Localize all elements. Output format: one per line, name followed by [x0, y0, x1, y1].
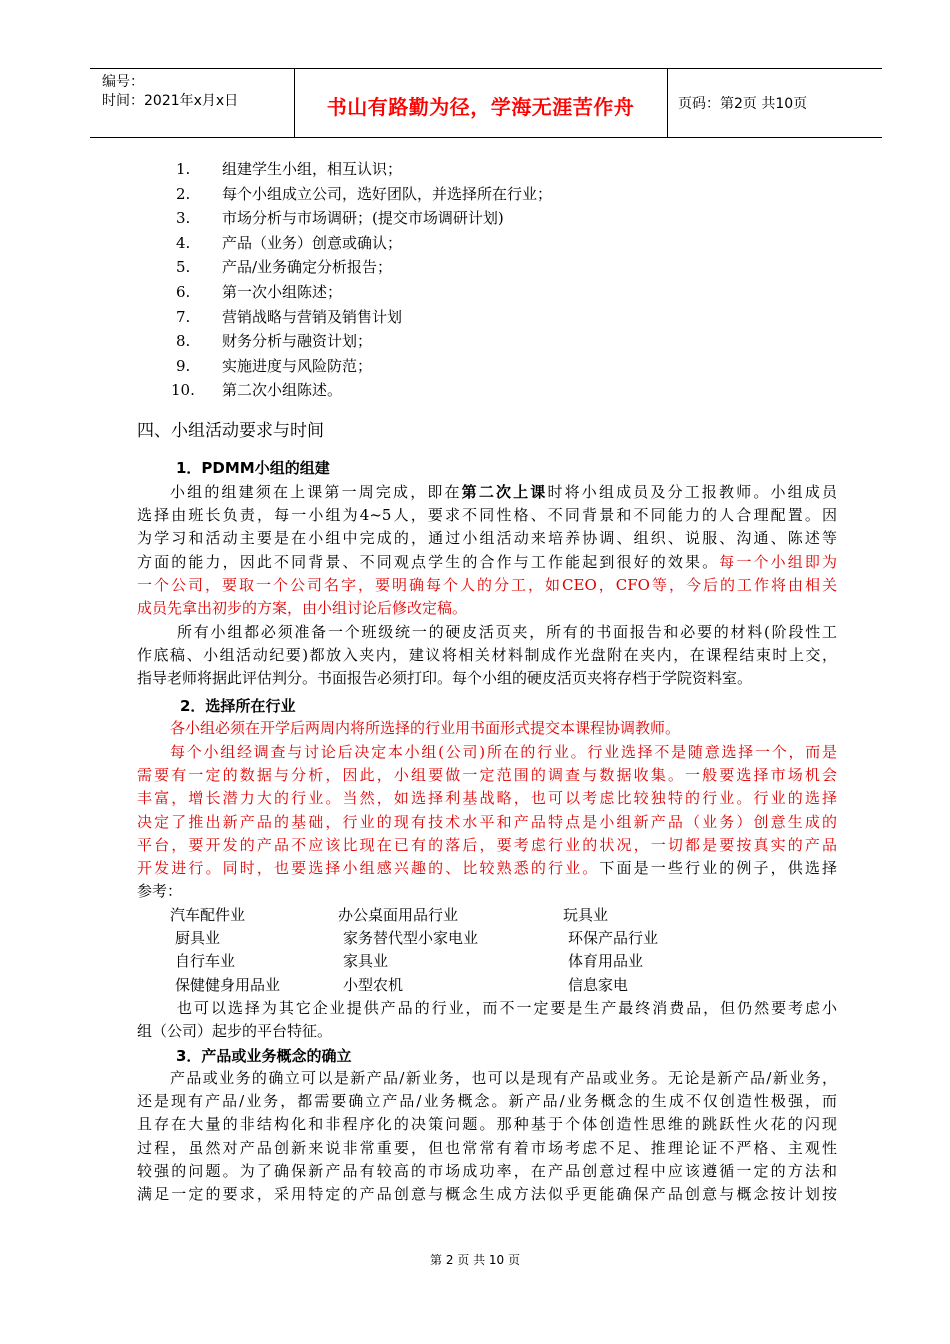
time-label: 时间：2021年x月x日 [102, 93, 239, 109]
subsection-title: 1．PDMM小组的组建 [176, 459, 330, 477]
page-label: 页码：第2页 共10页 [678, 96, 808, 112]
list-item: 1. 组建学生小组，相互认识； [176, 160, 403, 178]
paragraph-deadline: 各小组必须在开学后两周内将所选择的行业用书面形式提交本课程协调教师。 [170, 719, 681, 737]
list-item: 4. 产品（业务）创意或确认； [176, 233, 403, 252]
subsection-title: 2．选择所在行业 [180, 697, 296, 715]
steps-list [171, 157, 553, 403]
list-item: 6. 第一次小组陈述； [176, 282, 343, 301]
section-title: 四、小组活动要求与时间 [137, 421, 324, 441]
list-item: 7. 营销战略与营销及销售计划 [176, 307, 403, 326]
divider [667, 69, 668, 137]
paragraph-product-concept: 产品或业务的确立可以是新产品/新业务，也可以是现有产品或业务。无论是新产品/新业务， 还是现有产品/业务，都需要确立产品/业务概念。新产品/业务概念的生成不仅创造性极强，而 且存在大量的非结构化和非程序化的决策问题。那种基于个体创造性思维的跳跃性火花的闪现 过程，虽然对产品创新来说非常重要，但也常常有着市场考虑不足、推理论证不严格、主观性 较强的问题。为了确保新产品有较高的市场成功率，在产品创意过程中应该遵循一定的方法和 满足一定的要求，采用特定的产品创意与概念生成方法似乎更能确保产品创意与概念按计划按 [137, 1069, 837, 1203]
page-footer: 第 2 页 共 10 页 [430, 1253, 520, 1267]
list-item: 9. 实施进度与风险防范； [176, 356, 373, 375]
paragraph-binder: 所有小组都必须准备一个班级统一的硬皮活页夹，所有的书面报告和必要的材料(阶段性工 作底稿、小组活动纪要)都放入夹内，建议将相关材料制成作光盘附在夹内，在课程结束时上交， 指导老师将据此评估判分。书面报告必须打印。每个小组的硬皮活页夹将存档于学院资料室。 [137, 623, 837, 688]
number-label: 编号： [102, 74, 144, 90]
list-item: 8. 财务分析与融资计划； [176, 332, 373, 351]
paragraph-supplier: 也可以选择为其它企业提供产品的行业，而不一定要是生产最终消费品，但仍然要考虑小 组（公司）起步的平台特征。 [137, 999, 837, 1041]
motto: 书山有路勤为径，学海无涯苦作舟 [326, 95, 635, 119]
list-item: 2. 每个小组成立公司，选好团队，并选择所在行业； [176, 184, 553, 203]
header-meta [102, 73, 238, 111]
list-item: 3. 市场分析与市场调研；(提交市场调研计划) [176, 209, 504, 228]
paragraph-group-formation: 小组的组建须在上课第一周完成，即在第二次上课时将小组成员及分工报教师。小组成员 选择由班长负责，每一小组为4~5人，要求不同性格、不同背景和不同能力的人合理配置。因 为学习和活动主要是在小组中完成的，通过小组活动来培养协调、组织、说服、沟通、陈述等 方面的能力，因此不同背景、不同观点学生的合作与工作能起到很好的效果。每一个小组即为 一个公司，要取一个公司名字，要明确每个人的分工，如CEO，CFO等，今后的工作将由相关 成员先拿出初步的方案，由小组讨论后修改定稿。 [137, 483, 837, 617]
list-item: 10. 第二次小组陈述。 [171, 381, 343, 400]
page-header [90, 68, 882, 138]
paragraph-industry: 每个小组经调查与讨论后决定本小组(公司)所在的行业。行业选择不是随意选择一个，而是 需要有一定的数据与分析，因此，小组要做一定范围的调查与数据收集。一般要选择市场机会 丰富，增长潜力大的行业。当然，如选择利基战略，也可以考虑比较独特的行业。行业的选择 决定了推出新产品的基础，行业的现有技术水平和产品特点是小组新产品（业务）创意生成的 平台，要开发的产品不应该比现在已有的落后，要考虑行业的状况，一切都是要按真实的产品 开发进行。同时，也要选择小组感兴趣的、比较熟悉的行业。下面是一些行业的例子，供选择 参考： [137, 743, 837, 901]
list-item: 5. 产品/业务确定分析报告； [176, 258, 393, 277]
subsection-title: 3．产品或业务概念的确立 [176, 1047, 352, 1065]
